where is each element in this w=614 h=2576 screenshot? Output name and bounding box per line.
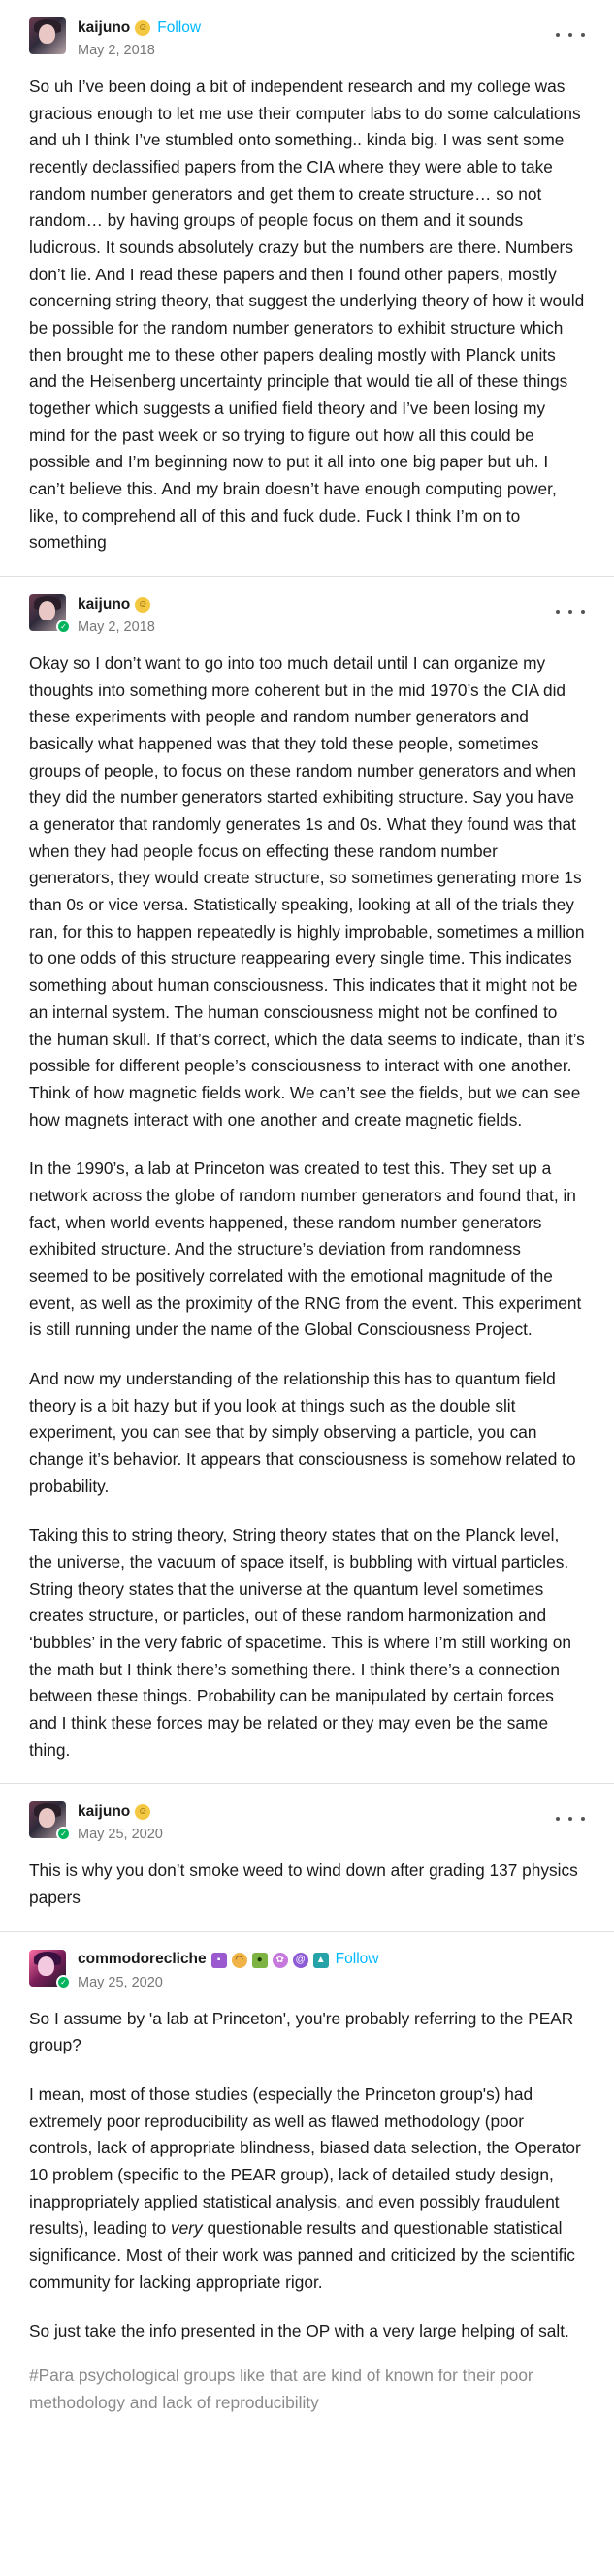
post-body — [29, 651, 585, 1764]
paragraph: In the 1990’s, a lab at Princeton was created to test this. They set up a network across the globe of random number generators and found that, in fact, when world events happened, these random number generators exhibited structure. And the structure’s deviation from randomness seemed to be positively correlated with the emotional magnitude of the event, as well as the proximity of the RNG from the event. This experiment is still running under the name of the Global Consciousness Project. — [29, 1159, 582, 1340]
emphasis-text: very — [171, 2218, 203, 2239]
paragraph: And now my understanding of the relationship this has to quantum field theory is a bit hazy but if you look at things such as the double slit experiment, you can see that by simply observing a particle, you can change it’s behavior. It appears that consciousness is somehow related to probability. — [29, 1368, 576, 1496]
post-reblog-2 — [0, 1783, 614, 1930]
post-body — [29, 1858, 585, 1911]
paragraph — [29, 2082, 585, 2296]
post-body — [29, 74, 585, 557]
post-header — [29, 1950, 585, 1992]
smile-emoji-icon: ☺ — [135, 20, 150, 36]
post-date[interactable]: May 2, 2018 — [78, 620, 155, 636]
smile-emoji-icon: ☺ — [135, 1804, 150, 1820]
frog-emoji-icon: ● — [252, 1953, 268, 1968]
post-header — [29, 594, 585, 637]
paragraph-text: I mean, most of those studies (especially the Princeton group's) had extremely poor reproducibility as well as flawed methodology (poor controls, lack of appropriate blindness, biased data selection, the Operator 10 problem (specific to the PEAR group), lack of detailed study design, inappropriately applied statistical analysis, and even possibly fraudulent results), leading to — [29, 2083, 581, 2239]
paragraph: So I assume by 'a lab at Princeton', you're probably referring to the PEAR group? — [29, 2008, 574, 2055]
paragraph: Taking this to string theory, String theory states that on the Planck level, the universe, the vacuum of space itself, is bubbling with virtual particles. String theory states that the universe at the quantum level sometimes creates structure, or particles, out of these random harmonization and ‘bubbles’ in the very fabric of spacetime. This is where I’m still working on the math but I think there’s something there. I think there’s a connection between these things. Probability can be manipulated by certain forces and I think these forces may be related or they may even be the same thing. — [29, 1525, 571, 1760]
headphones-emoji-icon: ◠ — [232, 1953, 247, 1968]
swirl-emoji-icon: @ — [293, 1953, 308, 1968]
avatar[interactable] — [29, 1950, 74, 1992]
post-meta — [74, 17, 556, 62]
more-dots-icon[interactable] — [556, 25, 585, 45]
follow-button[interactable]: Follow — [157, 18, 202, 36]
avatar[interactable] — [29, 594, 74, 637]
paragraph: Okay so I don’t want to go into too much detail until I can organize my thoughts into something more coherent but in the mid 1970’s the CIA did these experiments with people and random number generators and basically what happened was that they told these people, sometimes groups of people, to focus on these random number generators and when they did the number generators started exhibiting structure. Say you have a generator that randomly generates 1s and 0s. What they found was that when they had people focus on effecting these random number generators, they would create structure, so sometimes generating more 1s than 0s or vice versa. Statistically speaking, looking at all of the trials they ran, for this to happen repeatedly is highly improbable, sometimes a million to one odds of this structure reappearing every single time. This indicates something about human consciousness. This indicates that it might not be an internal system. The human consciousness might not be confined to the human skull. If that’s correct, which the data seems to indicate, than it’s possible for different people’s consciousness to interact with one another. Think of how magnetic fields work. We can’t see the fields, but we can see how magnets interact with one another and create magnetic fields. — [29, 653, 585, 1129]
username[interactable]: kaijuno — [78, 18, 131, 36]
post-reblog-1 — [0, 576, 614, 1783]
post-reblog-3 — [0, 1931, 614, 2434]
checkmark-badge-icon: ✓ — [56, 620, 71, 634]
post-body — [29, 2006, 585, 2345]
paragraph-text: questionable results and questionable statistical significance. Most of their work was panned and criticized by the scientific community for lacking appropriate rigor. — [29, 2218, 575, 2292]
username[interactable]: kaijuno — [78, 1802, 131, 1820]
post-date[interactable]: May 2, 2018 — [78, 43, 155, 58]
rock-emoji-icon: ▲ — [313, 1953, 329, 1968]
avatar[interactable] — [29, 1801, 74, 1844]
checkmark-badge-icon: ✓ — [56, 1975, 71, 1989]
robot-emoji-icon: ▪ — [211, 1953, 227, 1968]
avatar-image — [29, 17, 66, 54]
post-tags[interactable]: #Para psychological groups like that are kind of known for their poor methodology and lack of reproducibility — [29, 2366, 533, 2412]
flower-emoji-icon: ✿ — [273, 1953, 288, 1968]
post-header — [29, 1801, 585, 1844]
post-date[interactable]: May 25, 2020 — [78, 1827, 163, 1843]
username[interactable]: commodorecliche — [78, 1951, 207, 1968]
checkmark-badge-icon: ✓ — [56, 1827, 71, 1841]
more-dots-icon[interactable] — [556, 1809, 585, 1829]
username[interactable]: kaijuno — [78, 595, 131, 613]
post-meta — [74, 594, 556, 639]
more-dots-icon[interactable] — [556, 602, 585, 621]
post-meta — [74, 1950, 585, 1994]
follow-button[interactable]: Follow — [335, 1951, 379, 1968]
post-meta — [74, 1801, 556, 1846]
paragraph: So just take the info presented in the OP with a very large helping of salt. — [29, 2321, 569, 2341]
post-date[interactable]: May 25, 2020 — [78, 1974, 163, 1990]
smile-emoji-icon: ☺ — [135, 597, 150, 613]
paragraph: This is why you don’t smoke weed to wind down after grading 137 physics papers — [29, 1860, 578, 1907]
post-op — [0, 0, 614, 576]
paragraph: So uh I’ve been doing a bit of independent research and my college was gracious enough to let me use their computer labs to do some calculations and uh I think I’ve stumbled onto something.. kinda big. I was sent some recently declassified papers from the CIA where they were able to take random number generators and get them to create structure… so not random… by having groups of people focus on them and it sounds ludicrous. It sounds absolutely crazy but the numbers are there. Numbers don’t lie. And I read these papers and then I found other papers, mostly concerning string theory, that suggest the underlying theory of how it would be possible for the random number generators to exhibit structure which then brought me to these other papers dealing mostly with Planck units and the Heisenberg uncertainty principle that would tie all of these things together which suggests a unified field theory and I’ve been losing my mind for the past week or so trying to figure out how all this could be possible and I’m beginning now to put it all into one big paper but uh. I can’t believe this. And my brain doesn’t have enough computing power, like, to comprehend all of this and fuck dude. Fuck I think I’m on to something — [29, 77, 585, 553]
post-header — [29, 17, 585, 60]
avatar[interactable] — [29, 17, 74, 60]
